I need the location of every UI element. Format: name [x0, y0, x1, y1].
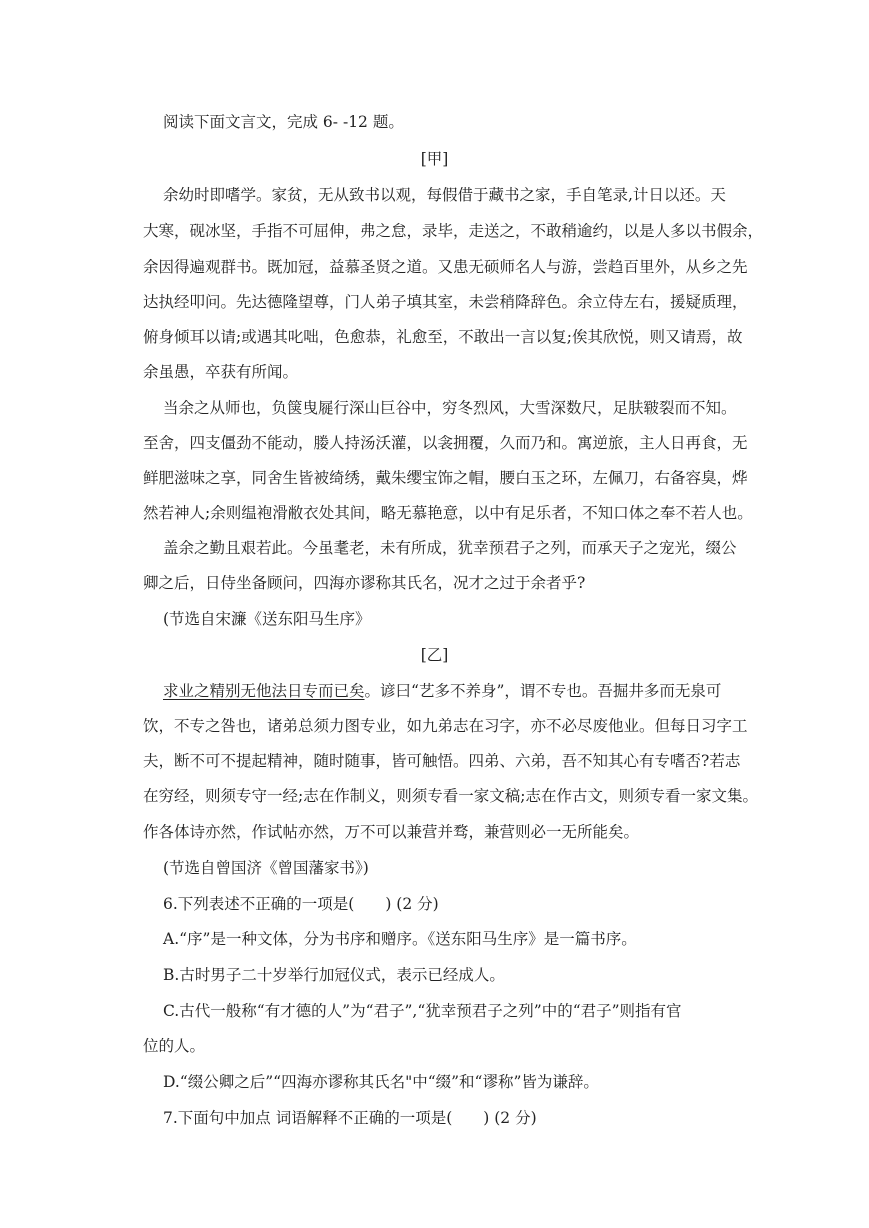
passage-line	[163, 681, 721, 701]
passage-line: 作各体诗亦然，作试帖亦然，万不可以兼营并骛，兼营则必一无所能矣。	[143, 823, 640, 841]
underlined-sentence: 求业之精别无他法日专而已矣	[163, 682, 365, 700]
passage-line-rest: 。谚曰“艺多不养身”，谓不专也。吾掘井多而无泉可	[364, 682, 722, 700]
section-heading-jia: [甲]	[420, 150, 449, 168]
option-c-continued: 位的人。	[143, 1037, 206, 1055]
option-d: D.“缀公卿之后”“四海亦谬称其氏名"中“缀”和“谬称”皆为谦辞。	[163, 1073, 599, 1091]
question-stem: 6.下列表述不正确的一项是( ) (2 分)	[163, 895, 439, 913]
passage-line: 饮，不专之咎也，诸弟总须力图专业，如九弟志在习字，亦不必尽废他业。但每日习字工	[143, 717, 748, 735]
passage-line: 余因得遍观群书。既加冠，益慕圣贤之道。又患无硕师名人与游，尝趋百里外，从乡之先	[143, 258, 748, 276]
passage-line: 余虽愚，卒获有所闻。	[143, 363, 299, 381]
passage-line: 鲜肥滋味之享，同舍生皆被绮绣，戴朱缨宝饰之帽，腰白玉之环，左佩刀，右备容臭，烨	[143, 469, 748, 487]
passage-line: 当余之从师也，负箧曳屣行深山巨谷中，穷冬烈风，大雪深数尺，足肤皲裂而不知。	[163, 399, 737, 417]
passage-line: 在穷经，则须专守一经;志在作制义，则须专看一家文稿;志在作古文，则须专看一家文集。	[143, 787, 758, 805]
passage-line: 盖余之勤且艰若此。今虽耄老，未有所成，犹幸预君子之列，而承天子之宠光，缀公	[163, 539, 737, 557]
intro-text: 阅读下面文言文，完成 6- -12 题。	[163, 113, 404, 131]
source-citation-jia: (节选自宋濂《送东阳马生序》	[163, 610, 371, 628]
passage-line: 达执经叩问。先达德隆望尊，门人弟子填其室，未尝稍降辞色。余立侍左右，援疑质理，	[143, 293, 748, 311]
passage-line: 俯身倾耳以请;或遇其叱咄，色愈恭，礼愈至，不敢出一言以复;俟其欣悦，则又请焉，故	[143, 328, 743, 346]
option-b: B.古时男子二十岁举行加冠仪式，表示已经成人。	[163, 966, 505, 984]
source-citation-yi: (节选自曾国济《曾国藩家书》)	[163, 859, 369, 877]
passage-line: 卿之后，日侍坐备顾问，四海亦谬称其氏名，况才之过于余者乎?	[143, 574, 586, 592]
passage-line: 大寒，砚冰坚，手指不可屈伸，弗之怠，录毕，走送之，不敢稍逾约，以是人多以书假余，	[143, 222, 764, 240]
passage-line: 夫，断不可不提起精神，随时随事，皆可触悟。四弟、六弟，吾不知其心有专嗜否?若志	[143, 752, 741, 770]
passage-line: 余幼时即嗜学。家贫，无从致书以观，每假借于藏书之家，手自笔录,计日以还。天	[163, 186, 726, 204]
section-heading-yi: [乙]	[420, 646, 449, 664]
passage-line: 然若神人;余则缊袍滑敝衣处其间，略无慕艳意，以中有足乐者，不知口体之奉不若人也。	[143, 504, 753, 522]
option-a: A.“序”是一种文体，分为书序和赠序。《送东阳马生序》是一篇书序。	[163, 930, 637, 948]
option-c: C.古代一般称“有才德的人”为“君子”,“犹幸预君子之列”中的“君子”则指有官	[163, 1002, 682, 1020]
passage-line: 至舍，四支僵劲不能动，媵人持汤沃灌，以衾拥覆，久而乃和。寓逆旅，主人日再食，无	[143, 434, 748, 452]
question-7-stem: 7.下面句中加点 词语解释不正确的一项是( ) (2 分)	[163, 1109, 537, 1127]
